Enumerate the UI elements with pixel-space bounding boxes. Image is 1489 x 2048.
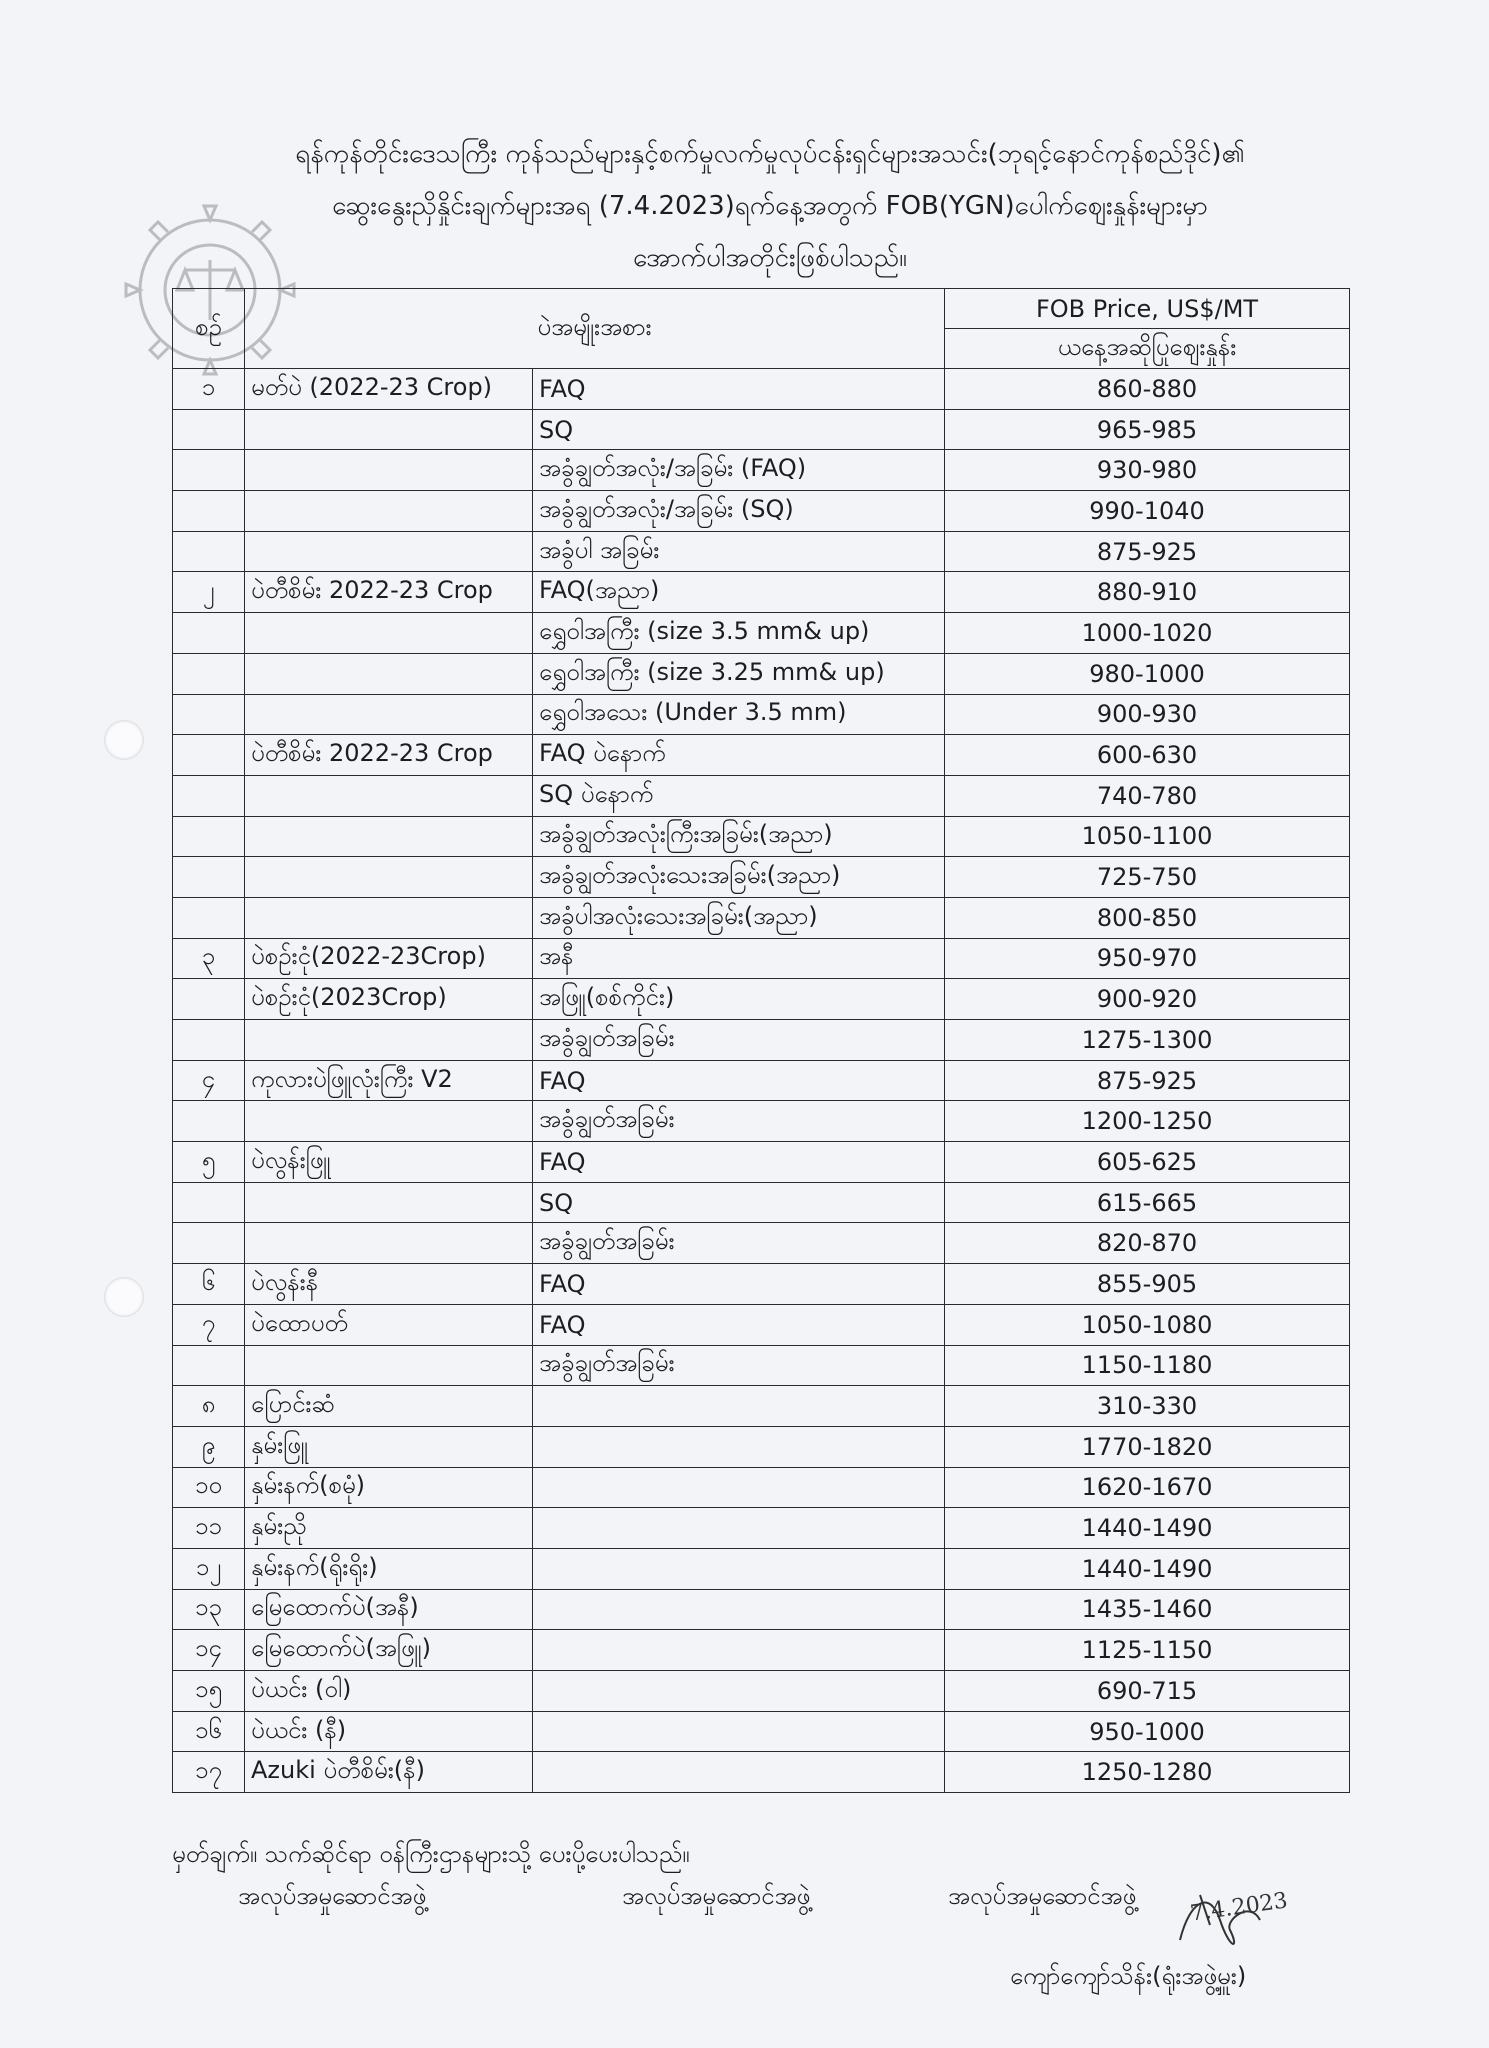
row-grade: ရွှေဝါအကြီး (size 3.25 mm& up) bbox=[533, 653, 945, 694]
row-price: 1150-1180 bbox=[945, 1345, 1350, 1386]
row-price: 310-330 bbox=[945, 1386, 1350, 1427]
table-row bbox=[173, 409, 1350, 450]
row-item-name: ပဲယင်း (နီ) bbox=[245, 1711, 533, 1752]
row-number: ၈ bbox=[173, 1386, 245, 1427]
row-number bbox=[173, 1101, 245, 1142]
row-grade bbox=[533, 1426, 945, 1467]
row-price: 1770-1820 bbox=[945, 1426, 1350, 1467]
row-price: 900-920 bbox=[945, 979, 1350, 1020]
header-price-sub: ယနေ့အဆိုပြုဈေးနှုန်း bbox=[945, 329, 1350, 369]
row-price: 965-985 bbox=[945, 409, 1350, 450]
row-grade: အခွံချွတ်အခြမ်း bbox=[533, 1223, 945, 1264]
row-item-name bbox=[245, 1182, 533, 1223]
row-number: ၃ bbox=[173, 938, 245, 979]
row-item-name: ပဲထောပတ် bbox=[245, 1304, 533, 1345]
row-price: 600-630 bbox=[945, 735, 1350, 776]
row-item-name: နှမ်းနက်(ရိုးရိုး) bbox=[245, 1548, 533, 1589]
row-grade: အခွံချွတ်အလုံးသေးအခြမ်း(အညာ) bbox=[533, 857, 945, 898]
row-item-name: နှမ်းနက်(စမုံ) bbox=[245, 1467, 533, 1508]
row-grade: FAQ bbox=[533, 1264, 945, 1305]
row-grade bbox=[533, 1386, 945, 1427]
row-price: 1275-1300 bbox=[945, 1020, 1350, 1061]
row-price: 820-870 bbox=[945, 1223, 1350, 1264]
row-item-name: နှမ်းဖြူ bbox=[245, 1426, 533, 1467]
row-item-name: ပဲစဉ်းငုံ(2022-23Crop) bbox=[245, 938, 533, 979]
row-number bbox=[173, 897, 245, 938]
table-row bbox=[173, 775, 1350, 816]
row-price: 950-1000 bbox=[945, 1711, 1350, 1752]
row-price: 950-970 bbox=[945, 938, 1350, 979]
row-item-name bbox=[245, 1020, 533, 1061]
row-grade: FAQ bbox=[533, 1142, 945, 1183]
row-number: ၄ bbox=[173, 1060, 245, 1101]
table-row bbox=[173, 694, 1350, 735]
row-price: 605-625 bbox=[945, 1142, 1350, 1183]
row-item-name: ပဲလွန်းနီ bbox=[245, 1264, 533, 1305]
row-item-name: ပဲစဉ်းငုံ(2023Crop) bbox=[245, 979, 533, 1020]
table-row bbox=[173, 1548, 1350, 1589]
row-grade: အခွံပါ အခြမ်း bbox=[533, 531, 945, 572]
row-item-name bbox=[245, 613, 533, 654]
row-item-name: ပြောင်းဆံ bbox=[245, 1386, 533, 1427]
header-line-2: ဆွေးနွေးညှိနှိုင်းချက်များအရ (7.4.2023)ရက်နေ့အတွက် FOB(YGN)ပေါက်ဈေးနှုန်းများမှာ bbox=[332, 191, 1208, 221]
row-price: 1435-1460 bbox=[945, 1589, 1350, 1630]
header-item-type: ပဲအမျိုးအစား bbox=[245, 289, 945, 369]
row-item-name bbox=[245, 653, 533, 694]
row-number: ၁၅ bbox=[173, 1671, 245, 1712]
row-grade bbox=[533, 1508, 945, 1549]
header-price-top: FOB Price, US$/MT bbox=[945, 289, 1350, 329]
row-number bbox=[173, 1020, 245, 1061]
row-item-name bbox=[245, 816, 533, 857]
table-row bbox=[173, 1426, 1350, 1467]
row-grade: FAQ(အညာ) bbox=[533, 572, 945, 613]
row-number bbox=[173, 531, 245, 572]
row-number bbox=[173, 1345, 245, 1386]
row-number bbox=[173, 694, 245, 735]
row-price: 1440-1490 bbox=[945, 1548, 1350, 1589]
row-number bbox=[173, 1182, 245, 1223]
table-row bbox=[173, 735, 1350, 776]
handwritten-date: 7.4.2023 bbox=[1188, 1888, 1290, 1927]
row-grade: ရွှေဝါအသေး (Under 3.5 mm) bbox=[533, 694, 945, 735]
row-grade: အခွံချွတ်အလုံး/အခြမ်း (FAQ) bbox=[533, 450, 945, 491]
row-grade: အခွံချွတ်အလုံးကြီးအခြမ်း(အညာ) bbox=[533, 816, 945, 857]
row-number bbox=[173, 653, 245, 694]
row-price: 1050-1080 bbox=[945, 1304, 1350, 1345]
table-row bbox=[173, 1060, 1350, 1101]
row-number: ၇ bbox=[173, 1304, 245, 1345]
row-price: 1250-1280 bbox=[945, 1752, 1350, 1793]
row-item-name bbox=[245, 531, 533, 572]
row-price: 740-780 bbox=[945, 775, 1350, 816]
signature-committee-3: အလုပ်အမှုဆောင်အဖွဲ့ bbox=[948, 1882, 1137, 1910]
row-price: 1050-1100 bbox=[945, 816, 1350, 857]
row-item-name: မြေထောက်ပဲ(အနီ) bbox=[245, 1589, 533, 1630]
table-row bbox=[173, 857, 1350, 898]
table-row bbox=[173, 1345, 1350, 1386]
row-price: 1200-1250 bbox=[945, 1101, 1350, 1142]
row-grade: အနီ bbox=[533, 938, 945, 979]
row-price: 875-925 bbox=[945, 1060, 1350, 1101]
table-row bbox=[173, 1386, 1350, 1427]
row-grade: အခွံချွတ်အခြမ်း bbox=[533, 1101, 945, 1142]
row-price: 1125-1150 bbox=[945, 1630, 1350, 1671]
remark-note: မှတ်ချက်။ သက်ဆိုင်ရာ ဝန်ကြီးဌာနများသို့ ပေးပို့ပေးပါသည်။ bbox=[172, 1840, 690, 1868]
row-number: ၁၄ bbox=[173, 1630, 245, 1671]
row-number bbox=[173, 613, 245, 654]
row-number bbox=[173, 775, 245, 816]
table-row bbox=[173, 979, 1350, 1020]
document-header bbox=[170, 128, 1370, 284]
row-grade bbox=[533, 1589, 945, 1630]
row-number: ၁၃ bbox=[173, 1589, 245, 1630]
row-grade: FAQ bbox=[533, 1304, 945, 1345]
signature-committee-1: အလုပ်အမှုဆောင်အဖွဲ့ bbox=[238, 1882, 427, 1910]
fob-price-table bbox=[172, 288, 1350, 1793]
row-item-name: ပဲတီစိမ်း 2022-23 Crop bbox=[245, 572, 533, 613]
signer-name: ကျော်ကျော်သိန်း(ရုံးအဖွဲ့မှူး) bbox=[1010, 1962, 1247, 1990]
table-row bbox=[173, 572, 1350, 613]
row-grade bbox=[533, 1630, 945, 1671]
table-row bbox=[173, 369, 1350, 410]
row-number bbox=[173, 735, 245, 776]
table-row bbox=[173, 816, 1350, 857]
row-item-name: ပဲတီစိမ်း 2022-23 Crop bbox=[245, 735, 533, 776]
row-number: ၉ bbox=[173, 1426, 245, 1467]
row-number bbox=[173, 409, 245, 450]
row-grade bbox=[533, 1671, 945, 1712]
table-row bbox=[173, 1711, 1350, 1752]
row-item-name bbox=[245, 491, 533, 532]
row-grade: FAQ bbox=[533, 369, 945, 410]
table-row bbox=[173, 1182, 1350, 1223]
row-price: 980-1000 bbox=[945, 653, 1350, 694]
row-grade: အခွံချွတ်အခြမ်း bbox=[533, 1345, 945, 1386]
row-grade: ရွှေဝါအကြီး (size 3.5 mm& up) bbox=[533, 613, 945, 654]
row-grade: FAQ ပဲနောက် bbox=[533, 735, 945, 776]
row-item-name: မတ်ပဲ (2022-23 Crop) bbox=[245, 369, 533, 410]
row-item-name bbox=[245, 450, 533, 491]
row-item-name: နှမ်းညို bbox=[245, 1508, 533, 1549]
row-item-name: ပဲလွန်းဖြူ bbox=[245, 1142, 533, 1183]
row-grade: အဖြူ(စစ်ကိုင်း) bbox=[533, 979, 945, 1020]
row-price: 860-880 bbox=[945, 369, 1350, 410]
row-grade bbox=[533, 1467, 945, 1508]
punch-hole bbox=[104, 720, 144, 760]
table-row bbox=[173, 1630, 1350, 1671]
row-grade: အခွံချွတ်အခြမ်း bbox=[533, 1020, 945, 1061]
table-row bbox=[173, 613, 1350, 654]
table-row bbox=[173, 531, 1350, 572]
row-item-name: ပဲယင်း (ဝါ) bbox=[245, 1671, 533, 1712]
table-row bbox=[173, 1223, 1350, 1264]
header-no: စဉ် bbox=[173, 289, 245, 369]
row-price: 1620-1670 bbox=[945, 1467, 1350, 1508]
row-price: 1000-1020 bbox=[945, 613, 1350, 654]
table-row bbox=[173, 1671, 1350, 1712]
table-row bbox=[173, 897, 1350, 938]
row-number: ၁၁ bbox=[173, 1508, 245, 1549]
table-row bbox=[173, 1264, 1350, 1305]
row-grade: SQ ပဲနောက် bbox=[533, 775, 945, 816]
row-item-name bbox=[245, 1223, 533, 1264]
table-row bbox=[173, 1752, 1350, 1793]
row-price: 880-910 bbox=[945, 572, 1350, 613]
table-row bbox=[173, 1508, 1350, 1549]
row-grade: အခွံချွတ်အလုံး/အခြမ်း (SQ) bbox=[533, 491, 945, 532]
row-number bbox=[173, 450, 245, 491]
table-row bbox=[173, 1101, 1350, 1142]
row-number: ၅ bbox=[173, 1142, 245, 1183]
row-item-name bbox=[245, 1345, 533, 1386]
row-price: 800-850 bbox=[945, 897, 1350, 938]
row-grade: အခွံပါအလုံးသေးအခြမ်း(အညာ) bbox=[533, 897, 945, 938]
row-item-name bbox=[245, 897, 533, 938]
row-number: ၁၀ bbox=[173, 1467, 245, 1508]
row-number bbox=[173, 979, 245, 1020]
row-item-name bbox=[245, 857, 533, 898]
row-number: ၂ bbox=[173, 572, 245, 613]
row-grade bbox=[533, 1548, 945, 1589]
table-row bbox=[173, 1304, 1350, 1345]
row-item-name bbox=[245, 1101, 533, 1142]
table-row bbox=[173, 491, 1350, 532]
row-price: 725-750 bbox=[945, 857, 1350, 898]
row-number: ၁၆ bbox=[173, 1711, 245, 1752]
row-number bbox=[173, 491, 245, 532]
row-number: ၁ bbox=[173, 369, 245, 410]
table-row bbox=[173, 653, 1350, 694]
row-grade bbox=[533, 1752, 945, 1793]
row-price: 690-715 bbox=[945, 1671, 1350, 1712]
row-item-name bbox=[245, 775, 533, 816]
row-number: ၁၂ bbox=[173, 1548, 245, 1589]
row-grade: SQ bbox=[533, 1182, 945, 1223]
row-number: ၆ bbox=[173, 1264, 245, 1305]
row-price: 990-1040 bbox=[945, 491, 1350, 532]
row-price: 930-980 bbox=[945, 450, 1350, 491]
row-price: 1440-1490 bbox=[945, 1508, 1350, 1549]
row-item-name: ကုလားပဲဖြူလုံးကြီး V2 bbox=[245, 1060, 533, 1101]
row-grade: SQ bbox=[533, 409, 945, 450]
table-row bbox=[173, 1467, 1350, 1508]
table-row bbox=[173, 1142, 1350, 1183]
row-price: 855-905 bbox=[945, 1264, 1350, 1305]
punch-hole bbox=[104, 1277, 144, 1317]
row-item-name bbox=[245, 694, 533, 735]
row-price: 900-930 bbox=[945, 694, 1350, 735]
row-item-name bbox=[245, 409, 533, 450]
signature-committee-2: အလုပ်အမှုဆောင်အဖွဲ့ bbox=[622, 1882, 811, 1910]
row-item-name: Azuki ပဲတီစိမ်း(နီ) bbox=[245, 1752, 533, 1793]
row-number bbox=[173, 1223, 245, 1264]
table-row bbox=[173, 938, 1350, 979]
table-row bbox=[173, 1020, 1350, 1061]
header-line-3: အောက်ပါအတိုင်းဖြစ်ပါသည်။ bbox=[633, 243, 907, 273]
row-price: 615-665 bbox=[945, 1182, 1350, 1223]
row-number: ၁၇ bbox=[173, 1752, 245, 1793]
row-number bbox=[173, 857, 245, 898]
table-body bbox=[173, 369, 1350, 1793]
row-grade: FAQ bbox=[533, 1060, 945, 1101]
row-item-name: မြေထောက်ပဲ(အဖြူ) bbox=[245, 1630, 533, 1671]
table-row bbox=[173, 1589, 1350, 1630]
row-grade bbox=[533, 1711, 945, 1752]
table-row bbox=[173, 450, 1350, 491]
header-line-1: ရန်ကုန်တိုင်းဒေသကြီး ကုန်သည်များနှင့်စက်မှုလက်မှုလုပ်ငန်းရှင်များအသင်း(ဘုရင့်နောင်ကုန်စည်ဒိုင်)၏ bbox=[295, 139, 1245, 169]
row-number bbox=[173, 816, 245, 857]
row-price: 875-925 bbox=[945, 531, 1350, 572]
